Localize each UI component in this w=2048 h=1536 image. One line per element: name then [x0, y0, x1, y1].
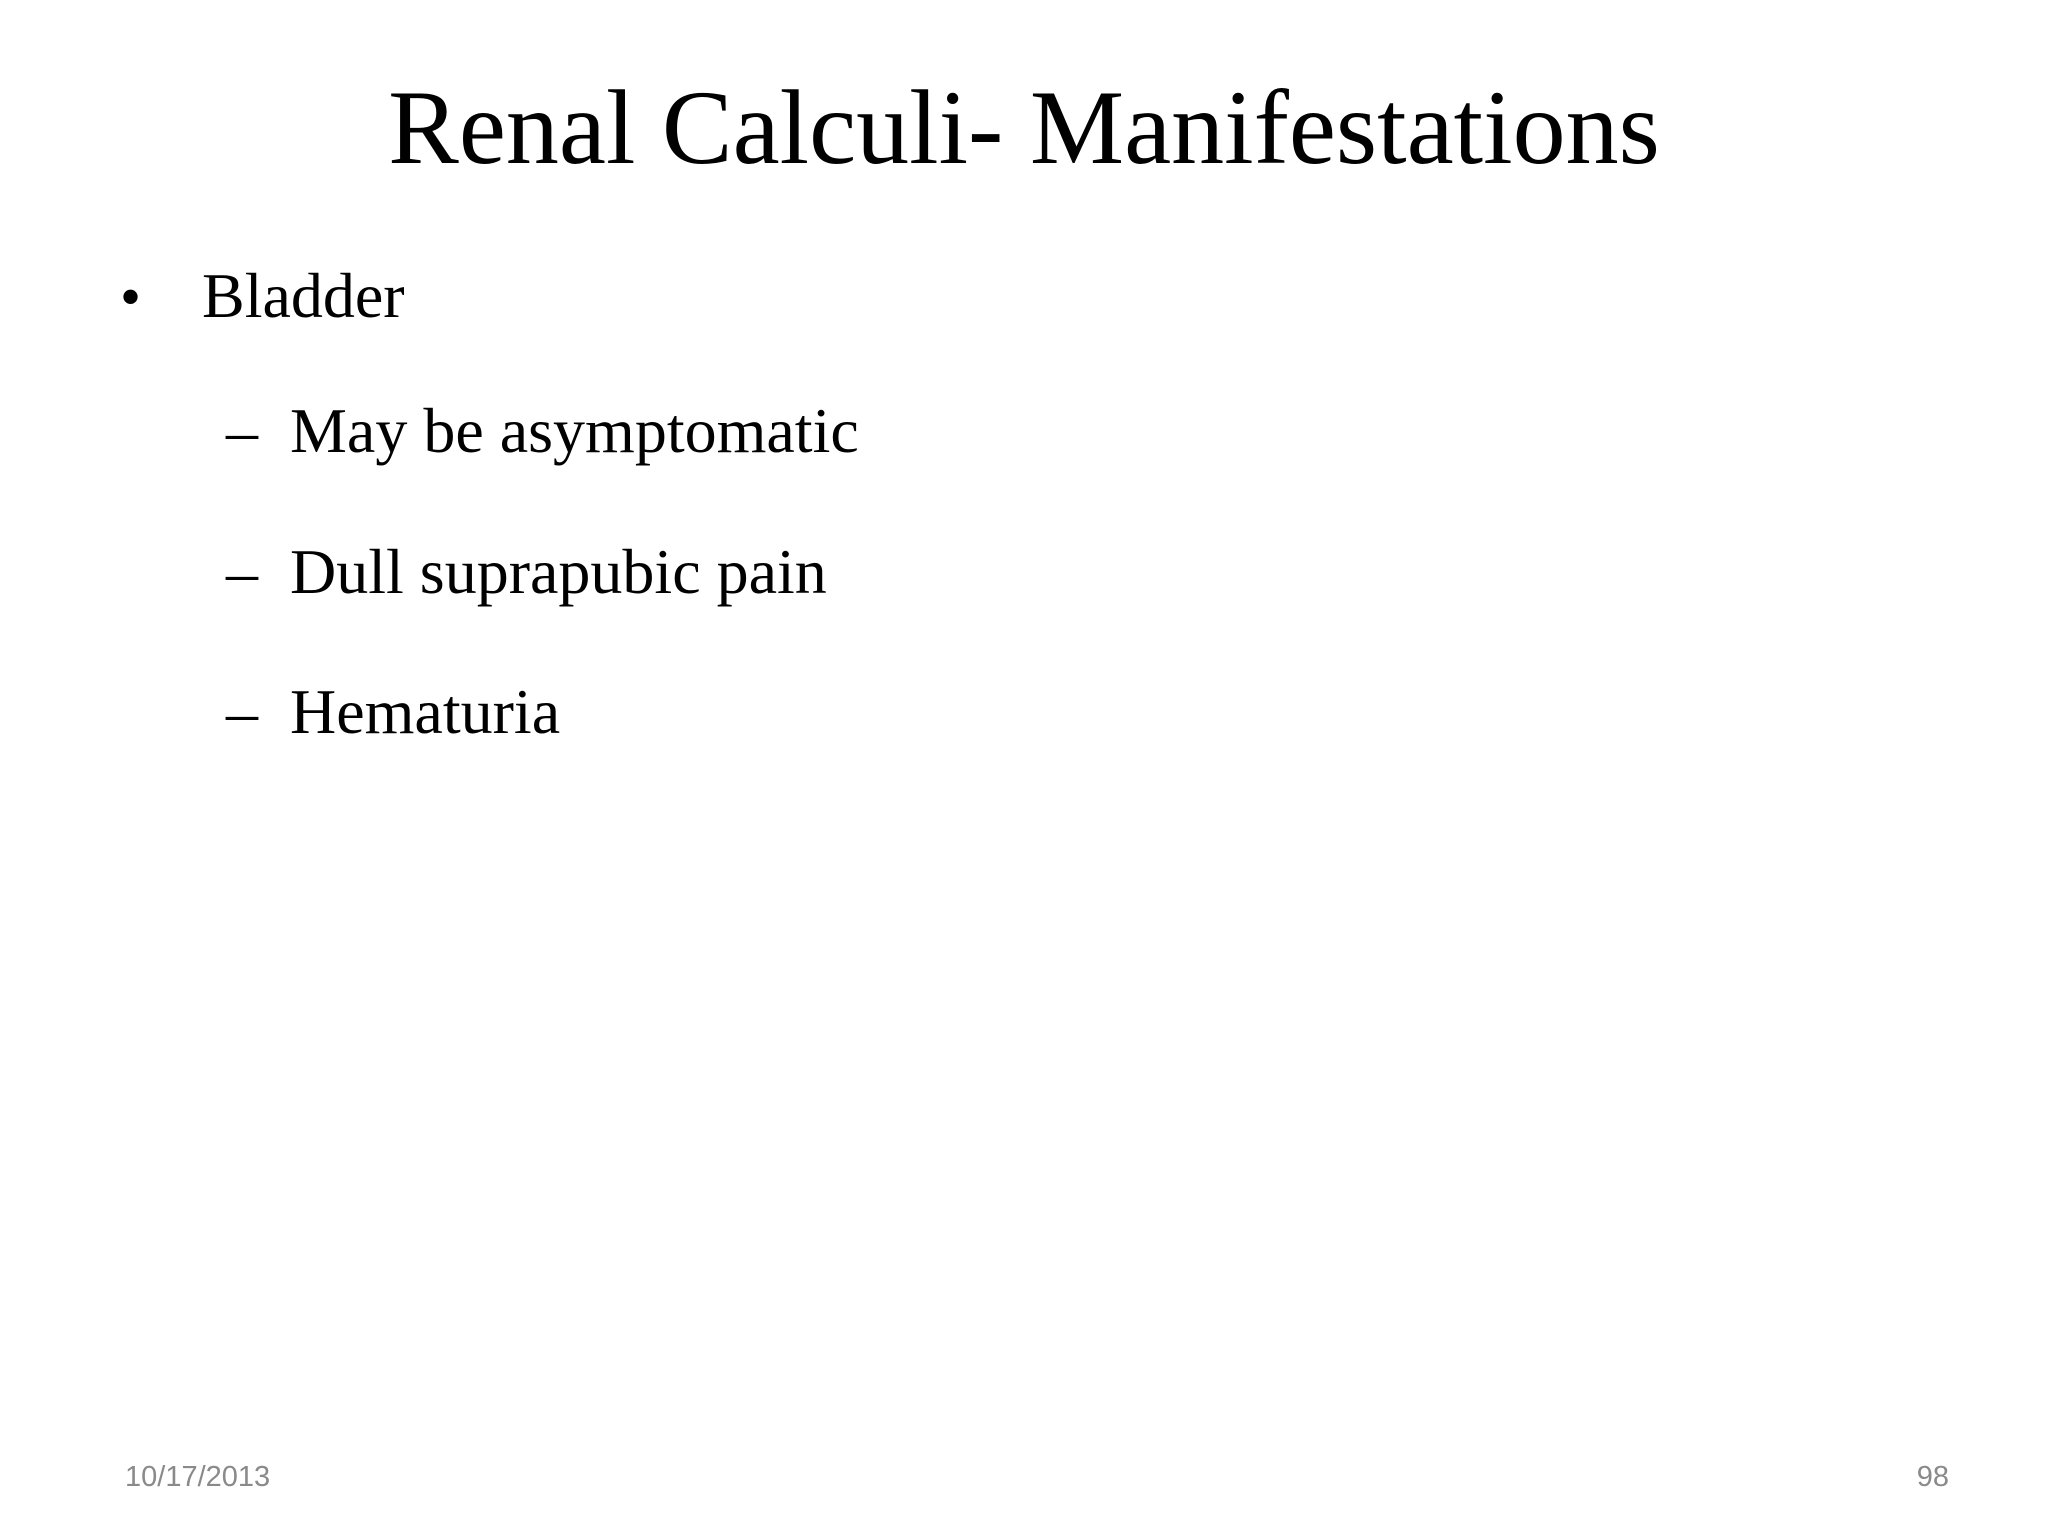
dash-marker: – — [226, 676, 258, 748]
bullet-marker: • — [120, 264, 142, 330]
sub-bullet-text: May be asymptomatic — [290, 394, 859, 466]
dash-marker: – — [226, 394, 258, 466]
sub-bullet-text: Hematuria — [290, 676, 561, 748]
sub-bullet-item — [226, 393, 1920, 470]
dash-marker: – — [226, 535, 258, 607]
bullet-text: Bladder — [202, 260, 405, 331]
bullet-item — [120, 258, 1920, 335]
sub-bullet-item — [226, 674, 1920, 751]
sub-bullet-text: Dull suprapubic pain — [290, 535, 827, 607]
sub-bullet-item — [226, 534, 1920, 611]
slide-title: Renal Calculi- Manifestations — [388, 69, 1660, 186]
slide-content — [120, 258, 1920, 815]
footer-date: 10/17/2013 — [125, 1461, 271, 1493]
page-number: 98 — [1916, 1461, 1949, 1493]
